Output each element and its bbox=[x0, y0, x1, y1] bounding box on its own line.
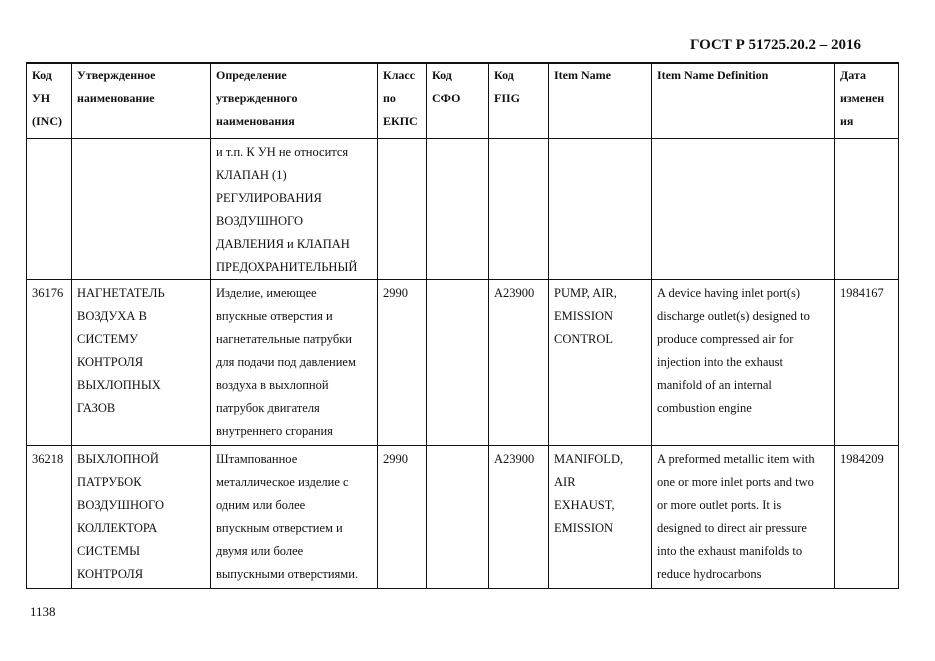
cell-item-name: MANIFOLD, AIR EXHAUST, EMISSION bbox=[549, 445, 652, 588]
cell-item-name bbox=[549, 138, 652, 279]
col-header-approved-name: Утвержденное наименование bbox=[72, 63, 211, 138]
cell-item-name: PUMP, AIR, EMISSION CONTROL bbox=[549, 279, 652, 445]
cell-approved-name: ВЫХЛОПНОЙ ПАТРУБОК ВОЗДУШНОГО КОЛЛЕКТОРА СИСТЕМЫ КОНТРОЛЯ bbox=[72, 445, 211, 588]
col-header-change-date: Дата изменен ия bbox=[835, 63, 899, 138]
cell-ekps-class: 2990 bbox=[378, 445, 427, 588]
page-number: 1138 bbox=[30, 604, 56, 619]
col-header-fiig-code: Код FIIG bbox=[489, 63, 549, 138]
table-row bbox=[27, 138, 899, 279]
cell-definition: и т.п. К УН не относится КЛАПАН (1) РЕГУЛИРОВАНИЯ ВОЗДУШНОГО ДАВЛЕНИЯ и КЛАПАН ПРЕДОХРАНИТЕЛЬНЫЙ bbox=[211, 138, 378, 279]
col-header-definition: Определение утвержденного наименования bbox=[211, 63, 378, 138]
cell-change-date: 1984167 bbox=[835, 279, 899, 445]
cell-inc: 36176 bbox=[27, 279, 72, 445]
cell-ekps-class bbox=[378, 138, 427, 279]
cell-item-name-definition: A preformed metallic item with one or more inlet ports and two or more outlet ports. It is designed to direct air pressure into the exhaust manifolds to reduce hydrocarbons bbox=[652, 445, 835, 588]
col-header-item-name: Item Name bbox=[549, 63, 652, 138]
col-header-ekps-class: Класс по ЕКПС bbox=[378, 63, 427, 138]
table-row bbox=[27, 445, 899, 588]
cell-change-date: 1984209 bbox=[835, 445, 899, 588]
cell-inc bbox=[27, 138, 72, 279]
cell-sfo-code bbox=[427, 445, 489, 588]
col-header-item-name-definition: Item Name Definition bbox=[652, 63, 835, 138]
cell-inc: 36218 bbox=[27, 445, 72, 588]
cell-fiig-code: A23900 bbox=[489, 279, 549, 445]
col-header-inc: Код УН (INC) bbox=[27, 63, 72, 138]
cell-approved-name: НАГНЕТАТЕЛЬ ВОЗДУХА В СИСТЕМУ КОНТРОЛЯ ВЫХЛОПНЫХ ГАЗОВ bbox=[72, 279, 211, 445]
document-code: ГОСТ Р 51725.20.2 – 2016 bbox=[690, 37, 862, 53]
cell-fiig-code bbox=[489, 138, 549, 279]
cell-item-name-definition bbox=[652, 138, 835, 279]
table-header-row bbox=[27, 63, 899, 138]
cell-definition: Штампованное металлическое изделие с одним или более впускным отверстием и двумя или более выпускными отверстиями. bbox=[211, 445, 378, 588]
cell-definition: Изделие, имеющее впускные отверстия и нагнетательные патрубки для подачи под давлением воздуха в выхлопной патрубок двигателя внутреннего сгорания bbox=[211, 279, 378, 445]
cell-change-date bbox=[835, 138, 899, 279]
cell-sfo-code bbox=[427, 138, 489, 279]
col-header-sfo-code: Код СФО bbox=[427, 63, 489, 138]
table-row bbox=[27, 279, 899, 445]
cell-sfo-code bbox=[427, 279, 489, 445]
classification-table bbox=[26, 62, 899, 589]
cell-item-name-definition: A device having inlet port(s) discharge outlet(s) designed to produce compressed air for injection into the exhaust manifold of an internal combustion engine bbox=[652, 279, 835, 445]
cell-fiig-code: A23900 bbox=[489, 445, 549, 588]
cell-approved-name bbox=[72, 138, 211, 279]
cell-ekps-class: 2990 bbox=[378, 279, 427, 445]
